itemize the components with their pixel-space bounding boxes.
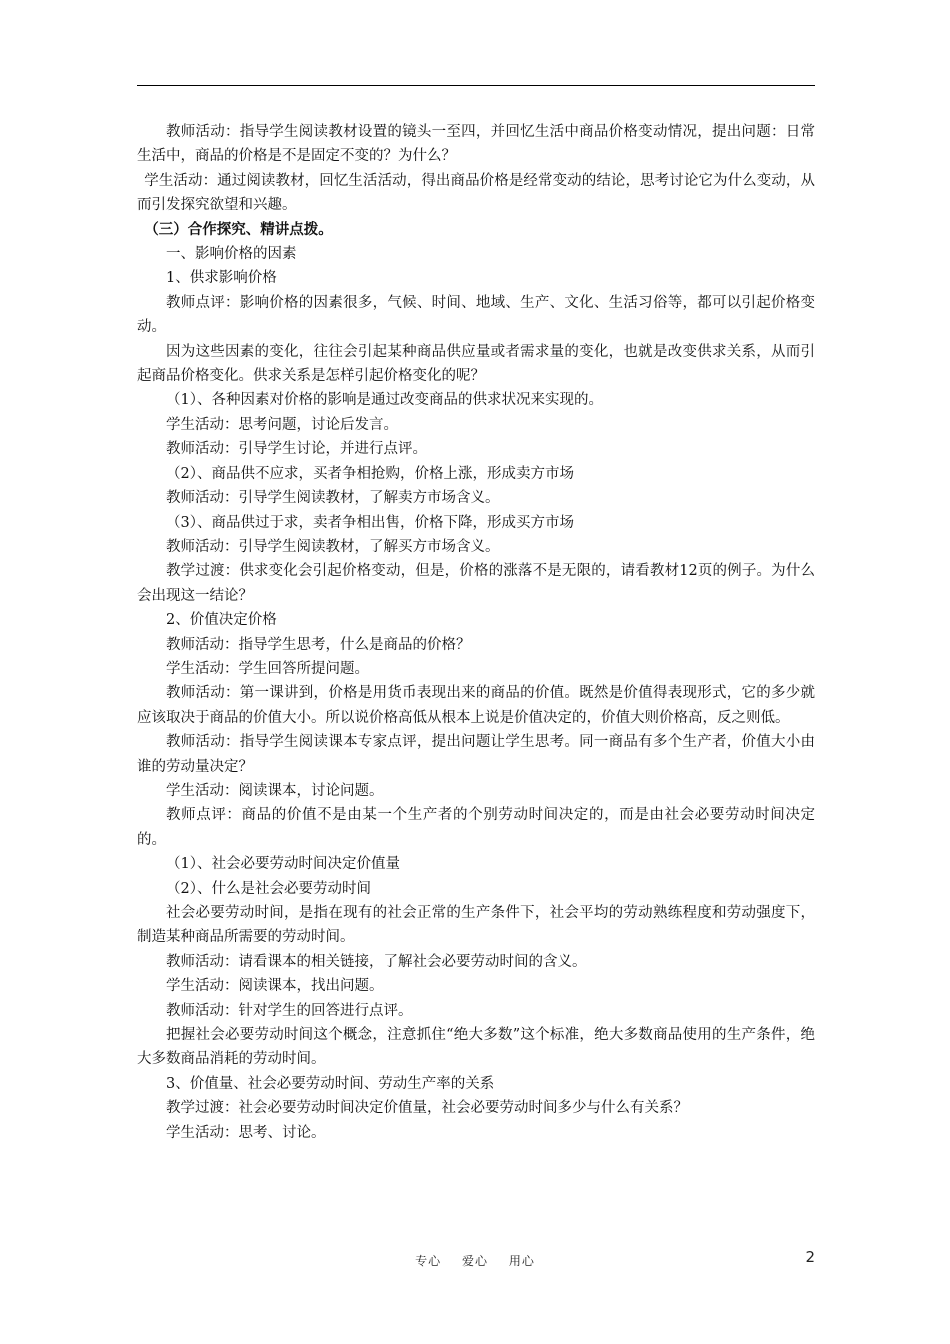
paragraph: 教师活动：请看课本的相关链接，了解社会必要劳动时间的含义。: [166, 953, 587, 970]
paragraph: 教师活动：第一课讲到，价格是用货币表现出来的商品的价值。既然是价值得表现形式，它的多少就应该取决于商品的价值大小。所以说价格高低从根本上说是价值决定的，价值大则价格高，反之则低。: [137, 685, 815, 726]
paragraph: 学生活动：阅读课本，讨论问题。: [166, 782, 384, 799]
paragraph: （2）、商品供不应求，买者争相抢购，价格上涨，形成卖方市场: [166, 465, 574, 482]
paragraph: 教师活动：指导学生思考，什么是商品的价格？: [166, 636, 471, 653]
paragraph: 学生活动：思考问题，讨论后发言。: [166, 416, 398, 433]
paragraph: 学生活动：阅读课本，找出问题。: [166, 978, 384, 995]
paragraph: 教学过渡：供求变化会引起价格变动，但是，价格的涨落不是无限的，请看教材12页的例子。为什么会出现这一结论？: [137, 563, 815, 604]
paragraph: 教师活动：指导学生阅读教材设置的镜头一至四，并回忆生活中商品价格变动情况，提出问题：日常生活中，商品的价格是不是固定不变的？为什么？: [137, 124, 815, 165]
footer-slogan-3: 用心: [508, 1254, 535, 1268]
footer-slogan-1: 专心: [415, 1254, 442, 1268]
paragraph: 学生活动：通过阅读教材，回忆生活活动，得出商品价格是经常变动的结论，思考讨论它为什么变动，从而引发探究欲望和兴趣。: [137, 172, 815, 214]
footer-slogan-2: 爱心: [461, 1254, 488, 1268]
paragraph: 教师点评：影响价格的因素很多，气候、时间、地域、生产、文化、生活习俗等，都可以引起价格变动。: [137, 294, 815, 336]
paragraph: （1）、各种因素对价格的影响是通过改变商品的供求状况来实现的。: [166, 392, 603, 409]
paragraph: 教师活动：引导学生讨论，并进行点评。: [166, 441, 427, 458]
paragraph: 教师活动：引导学生阅读教材，了解买方市场含义。: [166, 538, 500, 555]
paragraph: （1）、社会必要劳动时间决定价值量: [166, 856, 400, 873]
paragraph: 学生活动：思考、讨论。: [166, 1124, 326, 1141]
paragraph: （3）、商品供过于求，卖者争相出售，价格下降，形成买方市场: [166, 514, 574, 531]
paragraph: 教师活动：指导学生阅读课本专家点评，提出问题让学生思考。同一商品有多个生产者，价值大小由谁的劳动量决定？: [137, 734, 815, 775]
paragraph: 学生活动：学生回答所提问题。: [166, 660, 369, 677]
paragraph: 因为这些因素的变化，往往会引起某种商品供应量或者需求量的变化，也就是改变供求关系，从而引起商品价格变化。供求关系是怎样引起价格变化的呢？: [137, 343, 815, 385]
paragraph: 教师点评：商品的价值不是由某一个生产者的个别劳动时间决定的，而是由社会必要劳动时间决定的。: [137, 807, 815, 848]
paragraph: 社会必要劳动时间，是指在现有的社会正常的生产条件下，社会平均的劳动熟练程度和劳动强度下，制造某种商品所需要的劳动时间。: [137, 905, 815, 946]
paragraph: （三）合作探究、精讲点拨。: [144, 220, 333, 238]
page-footer: [0, 1248, 950, 1272]
paragraph: （2）、什么是社会必要劳动时间: [166, 880, 371, 897]
paragraph: 教学过渡：社会必要劳动时间决定价值量，社会必要劳动时间多少与什么有关系？: [166, 1100, 688, 1117]
paragraph: 把握社会必要劳动时间这个概念，注意抓住“绝大多数”这个标准，绝大多数商品使用的生产条件，绝大多数商品消耗的劳动时间。: [137, 1027, 815, 1068]
paragraph: 教师活动：针对学生的回答进行点评。: [166, 1002, 413, 1019]
document-body: [137, 120, 815, 1145]
header-rule: [137, 85, 815, 86]
paragraph: 教师活动：引导学生阅读教材，了解卖方市场含义。: [166, 490, 500, 507]
page-number: 2: [805, 1248, 815, 1266]
paragraph: 3、价值量、社会必要劳动时间、劳动生产率的关系: [166, 1075, 495, 1092]
paragraph: 一、影响价格的因素: [166, 246, 297, 263]
paragraph: 1、供求影响价格: [166, 270, 277, 287]
paragraph: 2、价值决定价格: [166, 612, 277, 629]
